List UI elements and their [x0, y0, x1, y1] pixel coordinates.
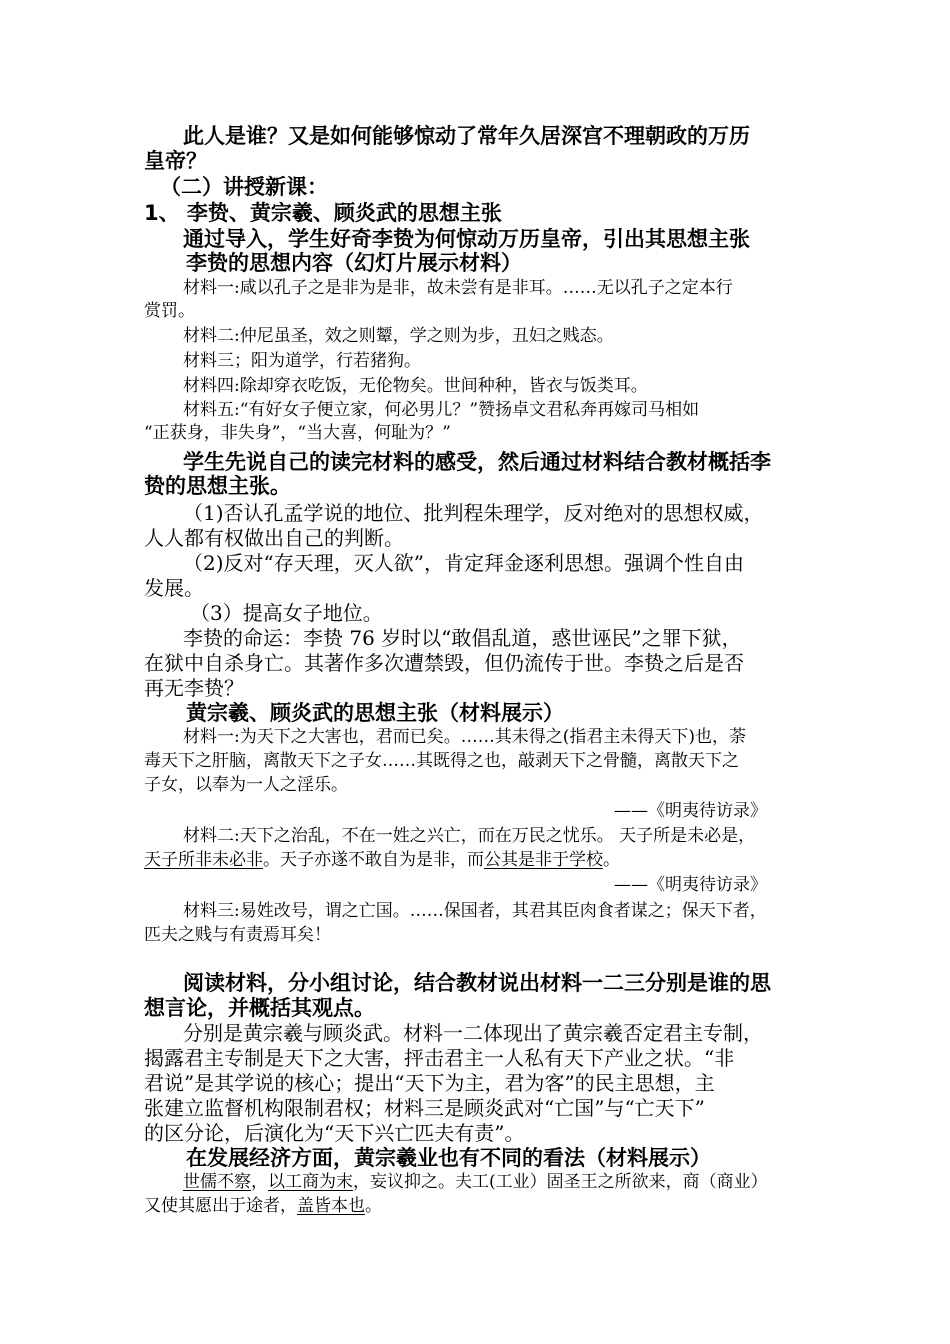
body-line: 李贽的命运：李贽 76 岁时以“敢倡乱道，惑世诬民”之罪下狱， [183, 626, 742, 650]
body-line: 发展。 [144, 576, 204, 600]
body-line: 君说”是其学说的核心；提出“天下为主，君为客”的民主思想，主 [144, 1071, 715, 1095]
body-line: 张建立监督机构限制君权；材料三是顾炎武对“亡国”与“亡天下” [144, 1096, 705, 1120]
material-line: “正获身，非失身”，“当大喜，何耻为？” [144, 423, 451, 443]
task-prompt-cont: 贽的思想主张。 [144, 474, 291, 498]
material-line: 材料二:仲尼虽圣，效之则颦，学之则为步，丑妇之贱态。 [183, 326, 614, 346]
para-intro-question: 此人是谁？又是如何能够惊动了常年久居深宫不理朝政的万历 [183, 124, 750, 148]
task-prompt: 学生先说自己的读完材料的感受，然后通过材料结合教材概括李 [183, 450, 771, 474]
body-line: 再无李贽？ [144, 676, 244, 700]
body-line: 分别是黄宗羲与顾炎武。材料一二体现出了黄宗羲否定君主专制， [183, 1021, 763, 1045]
body-line: （1)否认孔孟学说的地位、批判程朱理学，反对绝对的思想权威， [183, 501, 764, 525]
instruction-line: 通过导入，学生好奇李贽为何惊动万历皇帝，引出其思想主张 [183, 227, 750, 251]
subsection-heading: 1、 李贽、黄宗羲、顾炎武的思想主张 [144, 201, 502, 225]
section-heading: （二）讲授新课： [160, 175, 328, 199]
body-line: 揭露君主专制是天下之大害，抨击君主一人私有天下产业之状。“非 [144, 1046, 735, 1070]
material-line-underlined: 又使其愿出于途者，盖皆本也。 [144, 1196, 382, 1216]
source-citation: ——《明夷待访录》 [614, 801, 767, 821]
source-citation: ——《明夷待访录》 [614, 875, 767, 895]
underlined-phrase: 盖皆本也 [297, 1196, 365, 1216]
material-line: 材料一:为天下之大害也，君而已矣。……其未得之(指君主未得天下)也，荼 [183, 727, 746, 747]
material-heading-economy: 在发展经济方面，黄宗羲业也有不同的看法（材料展示） [186, 1146, 711, 1170]
material-line: 材料五:“有好女子便立家，何必男儿？”赞扬卓文君私奔再嫁司马相如 [183, 400, 700, 420]
body-line: 的区分论，后演化为“天下兴亡匹夫有责”。 [144, 1121, 525, 1145]
material-line-underlined: 天子所非未必非。天子亦遂不敢自为是非，而公其是非于学校。 [144, 850, 620, 870]
underlined-phrase: 天子所非未必非 [144, 850, 263, 870]
material-line: 子女，以奉为一人之淫乐。 [144, 775, 348, 795]
material-line: 匹夫之贱与有责焉耳矣！ [144, 925, 331, 945]
material-line: 材料二:天下之治乱，不在一姓之兴亡，而在万民之忧乐。 天子所是未必是， [183, 826, 756, 846]
body-line: 人人都有权做出自己的判断。 [144, 526, 404, 550]
material-heading-lizhi: 李贽的思想内容（幻灯片展示材料） [186, 251, 522, 275]
underlined-phrase: 以工商为末 [268, 1172, 353, 1192]
material-line: 材料四:除却穿衣吃饭，无伦物矣。世间种种，皆衣与饭类耳。 [183, 376, 648, 396]
material-line: 材料一:咸以孔子之是非为是非，故未尝有是非耳。……无以孔子之定本行 [183, 278, 733, 298]
material-heading-huang-gu: 黄宗羲、顾炎武的思想主张（材料展示） [186, 701, 564, 725]
material-line: 赏罚。 [144, 301, 195, 321]
task-prompt-cont: 想言论，并概括其观点。 [144, 996, 375, 1020]
material-line: 毒天下之肝脑，离散天下之子女……其既得之也，敲剥天下之骨髓，离散天下之 [144, 751, 739, 771]
material-line: 材料三；阳为道学，行若猪狗。 [183, 351, 421, 371]
body-line: （2)反对“存天理，灭人欲”，肯定拜金逐利思想。强调个性自由 [183, 551, 744, 575]
para-intro-question-cont: 皇帝？ [144, 149, 207, 173]
underlined-phrase: 世儒不察 [183, 1172, 251, 1192]
material-line-underlined: 世儒不察，以工商为末，妄议抑之。夫工(工业）固圣王之所欲来，商（商业） [183, 1172, 768, 1192]
material-line: 材料三:易姓改号，谓之亡国。……保国者，其君其臣肉食者谋之；保天下者， [183, 901, 767, 921]
body-line: 在狱中自杀身亡。其著作多次遭禁毁，但仍流传于世。李贽之后是否 [144, 651, 744, 675]
underlined-phrase: 公其是非于学校 [484, 850, 603, 870]
body-line: （3）提高女子地位。 [190, 601, 383, 625]
task-prompt: 阅读材料，分小组讨论，结合教材说出材料一二三分别是谁的思 [183, 971, 771, 995]
